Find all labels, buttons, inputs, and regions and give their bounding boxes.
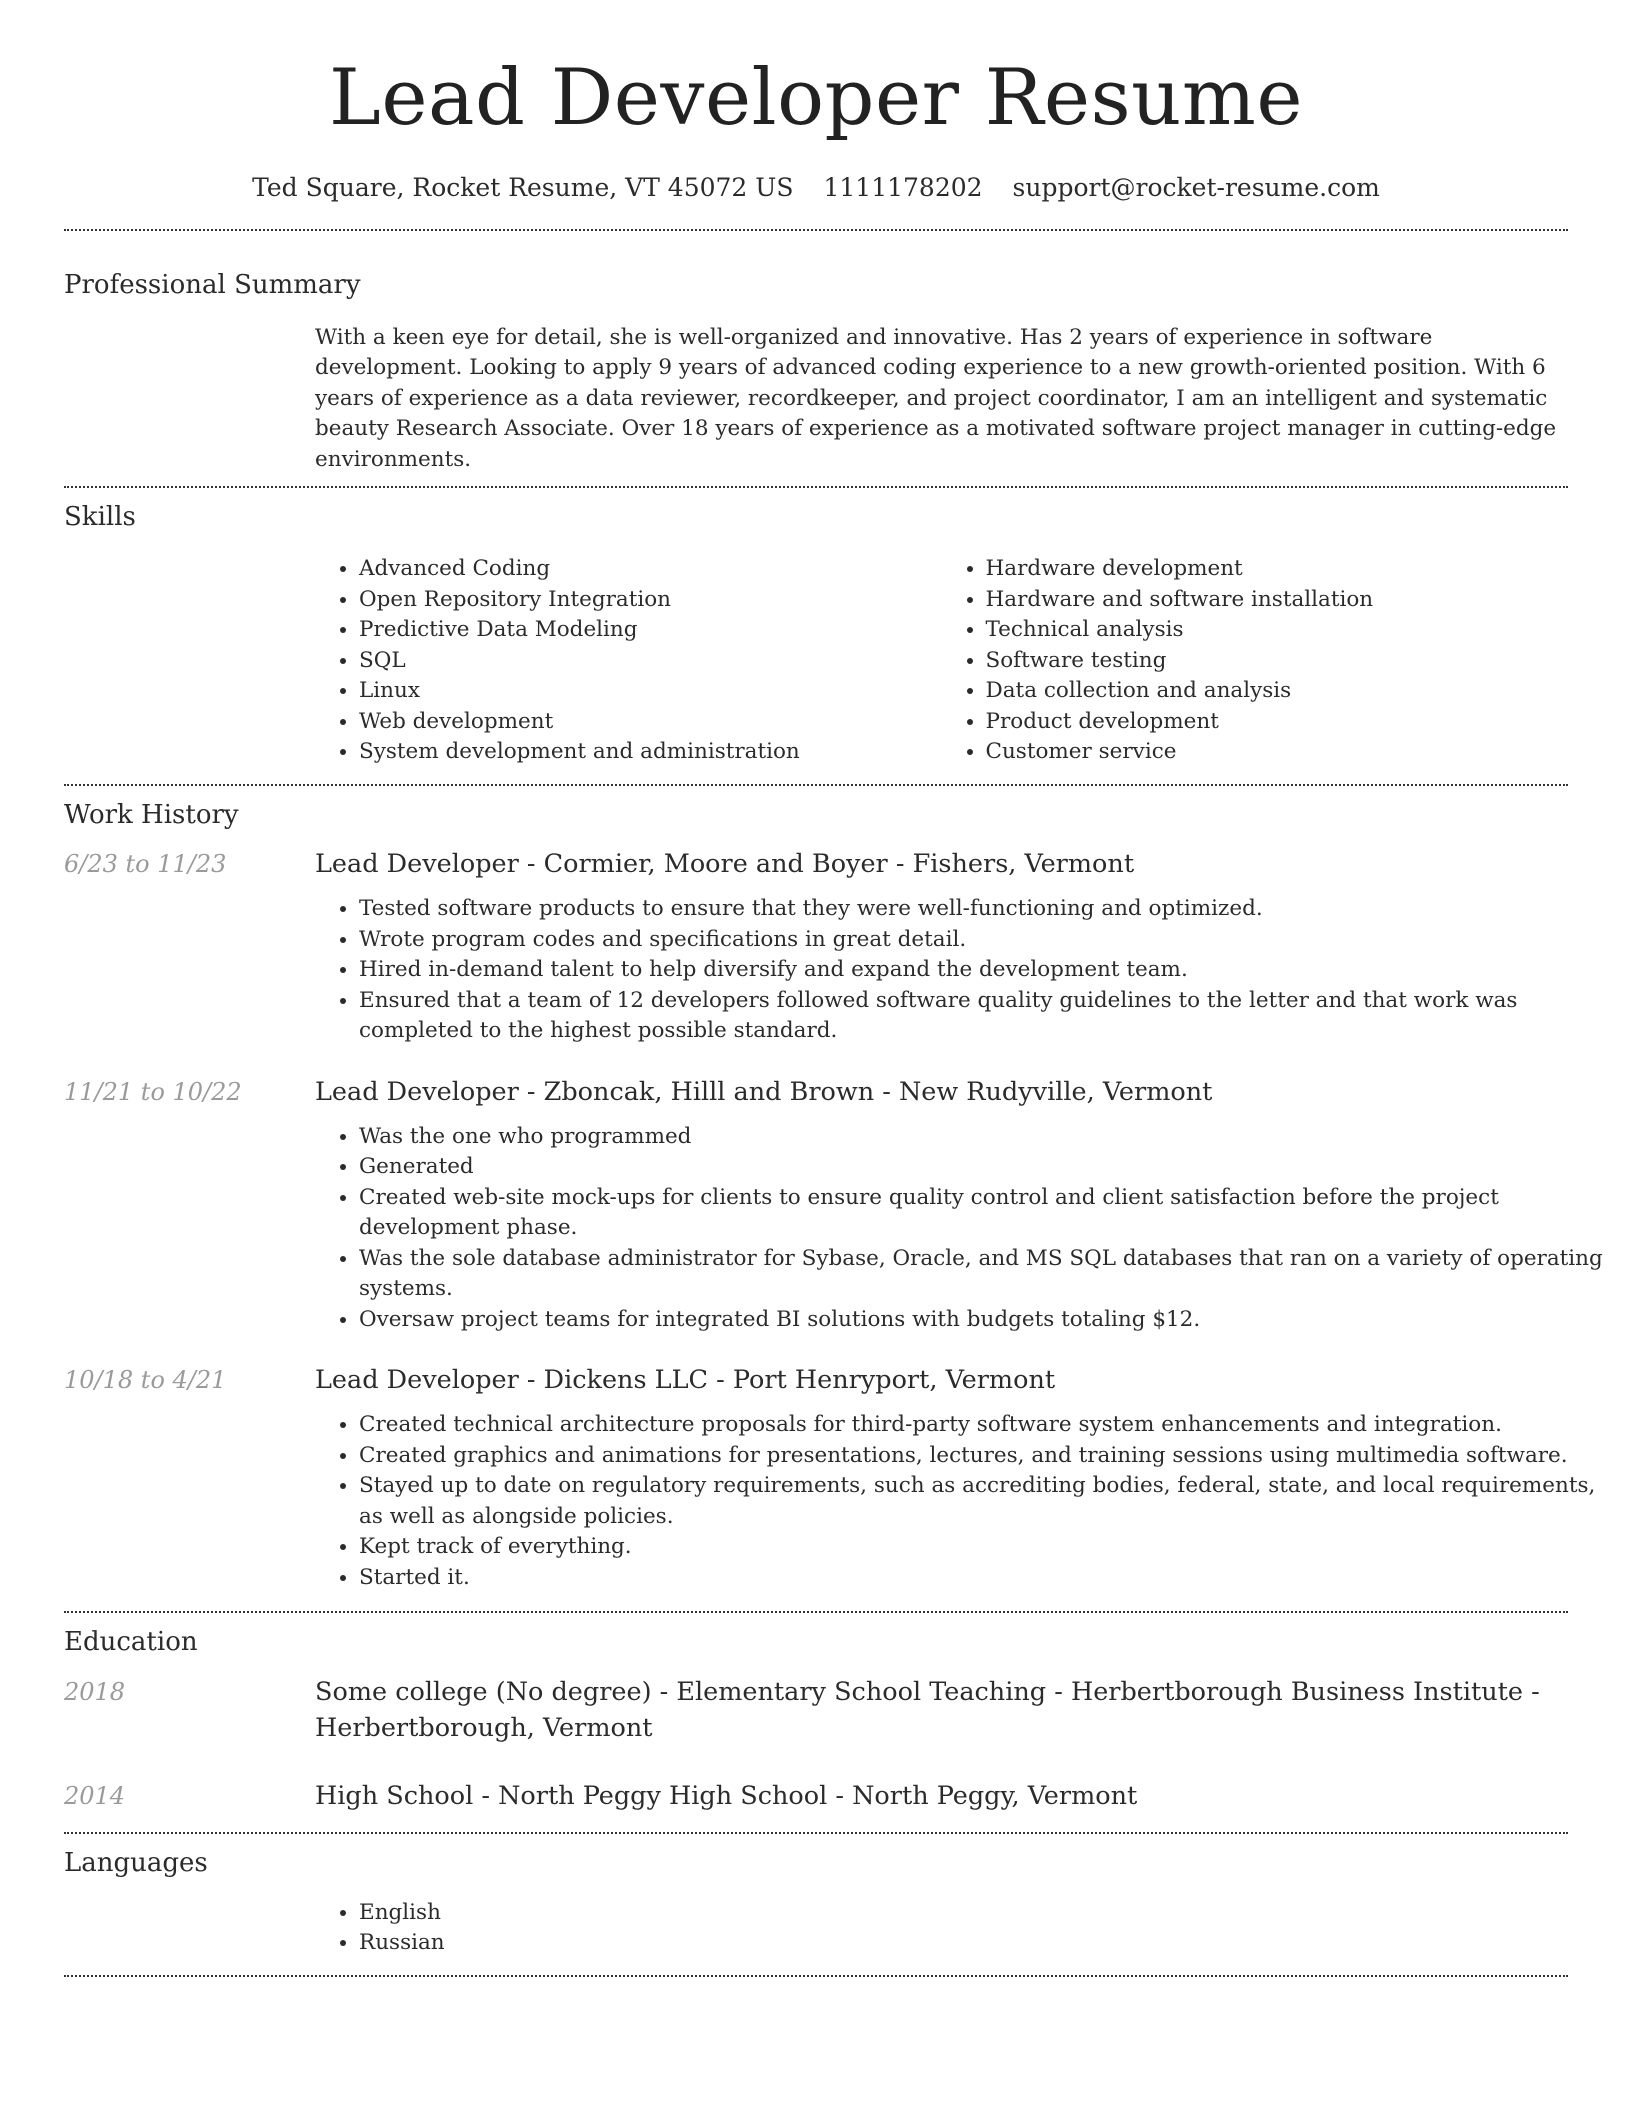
language-item: • English xyxy=(359,1898,1612,1929)
section-divider xyxy=(64,1975,1568,1977)
contact-email: support@rocket-resume.com xyxy=(1012,172,1380,202)
job-dates: 10/18 to 4/21 xyxy=(64,1366,227,1395)
skill-item: • Software testing xyxy=(986,646,1569,677)
job-bullet: • Was the one who programmed xyxy=(359,1122,1612,1153)
job-bullet: • Kept track of everything. xyxy=(359,1532,1612,1563)
resume-title: Lead Developer Resume xyxy=(329,53,1303,143)
skills-heading: Skills xyxy=(64,502,136,533)
skill-item: • Linux xyxy=(359,676,942,707)
job-bullets xyxy=(315,894,1612,1047)
job-bullet: • Oversaw project teams for integrated BI solutions with budgets totaling $12. xyxy=(359,1305,1612,1336)
summary-section xyxy=(64,269,1568,475)
job-title: Lead Developer - Dickens LLC - Port Henryport, Vermont xyxy=(315,1365,1056,1396)
job-bullets xyxy=(315,1410,1612,1593)
contact-phone: 1111178202 xyxy=(823,172,983,202)
job-bullet: • Stayed up to date on regulatory requirements, such as accrediting bodies, federal, state, and local requirements, as well as alongside policies. xyxy=(359,1471,1612,1532)
job-dates: 6/23 to 11/23 xyxy=(64,850,227,879)
education-section xyxy=(64,1626,1568,1814)
skill-item: • Web development xyxy=(359,707,942,738)
skill-item: • Hardware and software installation xyxy=(986,585,1569,616)
job-entry xyxy=(64,1074,1603,1336)
languages-section xyxy=(64,1847,1568,1959)
languages-heading: Languages xyxy=(64,1848,208,1879)
job-bullet: • Created graphics and animations for presentations, lectures, and training sessions using multimedia software. xyxy=(359,1441,1612,1472)
skill-item: • SQL xyxy=(359,646,942,677)
work-heading: Work History xyxy=(64,799,239,830)
skill-item: • Product development xyxy=(986,707,1569,738)
job-bullet: • Started it. xyxy=(359,1563,1612,1594)
summary-text: With a keen eye for detail, she is well-organized and innovative. Has 2 years of experience in software development. Looking to apply 9 years of advanced coding experience to a new growth-oriented position. With 6 years of experience as a data reviewer, recordkeeper, and project coordinator, I am an intelligent and systematic beauty Research Associate. Over 18 years of experience as a motivated software project manager in cutting-edge environments. xyxy=(315,324,1557,472)
skill-item: • Technical analysis xyxy=(986,615,1569,646)
section-divider xyxy=(64,784,1568,786)
education-heading: Education xyxy=(64,1627,198,1658)
job-title: Lead Developer - Cormier, Moore and Boyer - Fishers, Vermont xyxy=(315,849,1135,880)
job-title: Lead Developer - Zboncak, Hilll and Brown - New Rudyville, Vermont xyxy=(315,1076,1213,1107)
education-text: Some college (No degree) - Elementary School Teaching - Herbertborough Business Institute - Herbertborough, Vermont xyxy=(315,1677,1540,1744)
job-bullet: • Ensured that a team of 12 developers followed software quality guidelines to the letter and that work was completed to the highest possible standard. xyxy=(359,986,1612,1047)
job-bullet: • Tested software products to ensure that they were well-functioning and optimized. xyxy=(359,894,1612,925)
education-text: High School - North Peggy High School - North Peggy, Vermont xyxy=(315,1781,1138,1812)
job-bullet: • Hired in-demand talent to help diversify and expand the development team. xyxy=(359,955,1612,986)
skill-item: • Predictive Data Modeling xyxy=(359,615,942,646)
skills-list-right xyxy=(942,554,1569,768)
section-divider xyxy=(64,1832,1568,1834)
skills-section xyxy=(64,501,1568,767)
skill-item: • Open Repository Integration xyxy=(359,585,942,616)
section-divider xyxy=(64,229,1568,231)
summary-heading: Professional Summary xyxy=(64,270,361,300)
job-dates: 11/21 to 10/22 xyxy=(64,1077,242,1106)
job-bullet: • Wrote program codes and specifications in great detail. xyxy=(359,925,1612,956)
job-bullets xyxy=(315,1122,1612,1336)
skill-item: • Advanced Coding xyxy=(359,554,942,585)
job-bullet: • Generated xyxy=(359,1152,1612,1183)
resume-page xyxy=(64,0,1603,1977)
skills-list-left xyxy=(315,554,942,768)
languages-list xyxy=(315,1898,1612,1959)
job-bullet: • Was the sole database administrator for Sybase, Oracle, and MS SQL databases that ran on a variety of operating systems. xyxy=(359,1244,1612,1305)
job-bullet: • Created technical architecture proposals for third-party software system enhancements and integration. xyxy=(359,1410,1612,1441)
section-divider xyxy=(64,1611,1568,1613)
skill-item: • Hardware development xyxy=(986,554,1569,585)
education-year: 2018 xyxy=(64,1678,126,1707)
skill-item: • Customer service xyxy=(986,737,1569,768)
education-year: 2014 xyxy=(64,1782,126,1811)
skill-item: • System development and administration xyxy=(359,737,942,768)
language-item: • Russian xyxy=(359,1928,1612,1959)
job-bullet: • Created web-site mock-ups for clients to ensure quality control and client satisfaction before the project development phase. xyxy=(359,1183,1612,1244)
education-item xyxy=(64,1778,1568,1814)
job-entry xyxy=(64,1362,1596,1593)
skill-item: • Data collection and analysis xyxy=(986,676,1569,707)
contact-line xyxy=(64,172,1568,205)
job-entry xyxy=(64,846,1568,1047)
work-section xyxy=(64,799,1603,1594)
education-item xyxy=(64,1674,1568,1746)
section-divider xyxy=(64,486,1568,488)
contact-address: Ted Square, Rocket Resume, VT 45072 US xyxy=(252,172,794,202)
